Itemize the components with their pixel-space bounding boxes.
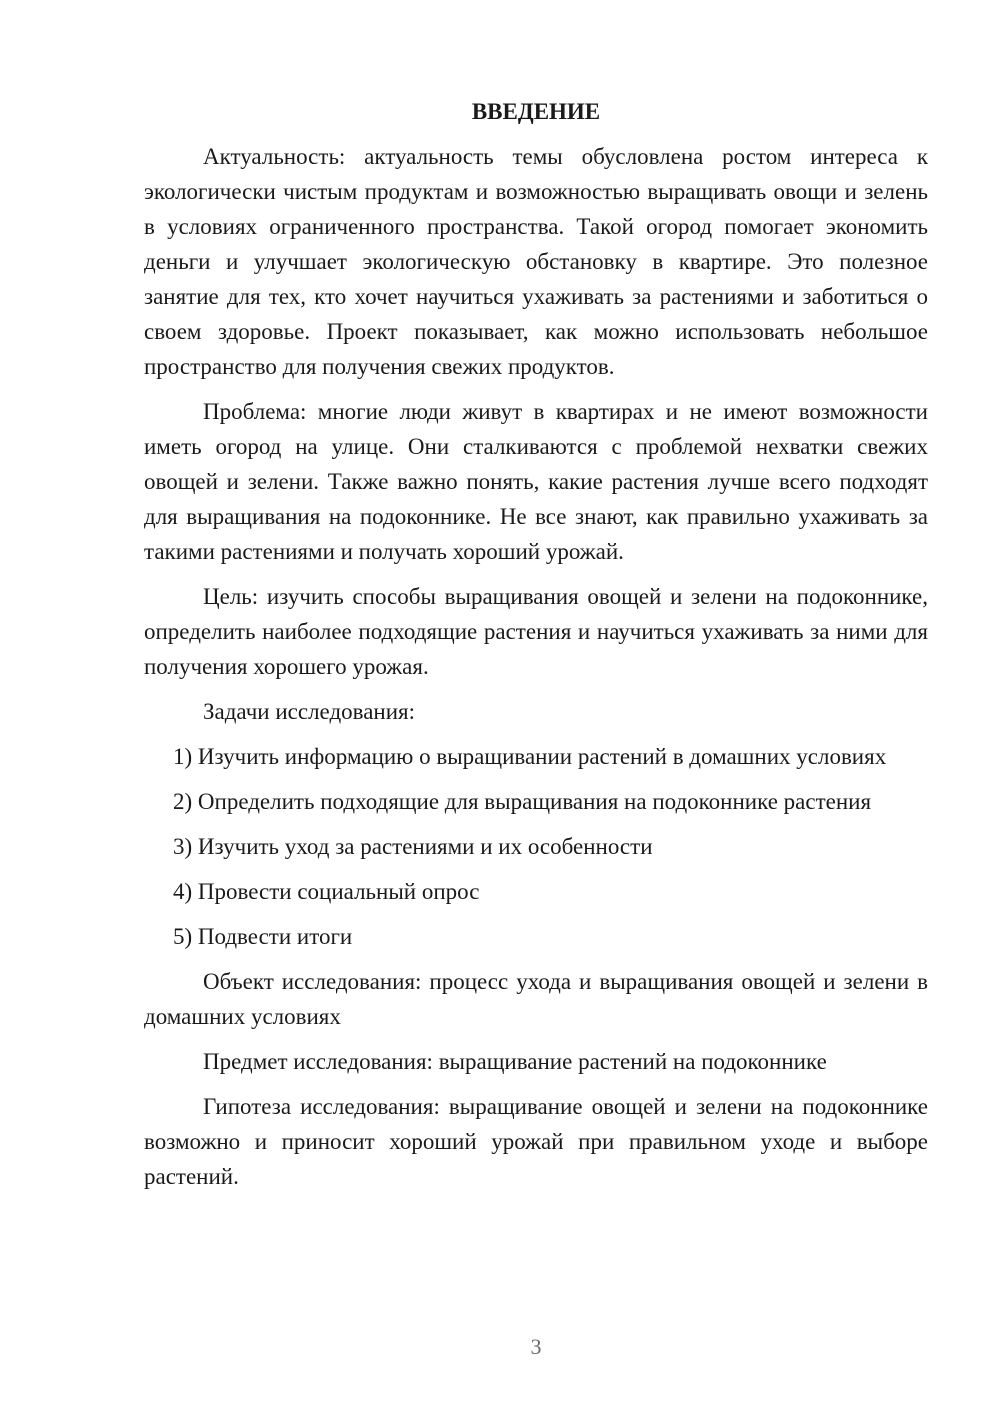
task-item: 3) Изучить уход за растениями и их особенности <box>173 834 653 859</box>
task-item: 1) Изучить информацию о выращивании растений в домашних условиях <box>173 744 887 769</box>
page-content <box>144 94 928 1204</box>
task-item: 5) Подвести итоги <box>173 924 353 949</box>
tasks-heading: Задачи исследования: <box>203 699 416 724</box>
section-title: ВВЕДЕНИЕ <box>471 99 601 124</box>
task-item: 4) Провести социальный опрос <box>173 879 480 904</box>
task-item: 2) Определить подходящие для выращивания на подоконнике растения <box>173 789 872 814</box>
page-number: 3 <box>530 1334 542 1359</box>
paragraph-goal: Цель: изучить способы выращивания овощей и зелени на подоконнике, определить наиболее подходящие растения и научиться ухаживать за ними для получения хорошего урожая. <box>144 584 928 679</box>
paragraph-problem: Проблема: многие люди живут в квартирах и не имеют возможности иметь огород на улице. Они сталкиваются с проблемой нехватки свежих овощей и зелени. Также важно понять, какие растения лучше всего подходят для выращивания на подоконнике. Не все знают, как правильно ухаживать за такими растениями и получать хороший урожай. <box>144 399 928 564</box>
paragraph-hypothesis: Гипотеза исследования: выращивание овощей и зелени на подоконнике возможно и приносит хороший урожай при правильном уходе и выборе растений. <box>144 1094 928 1189</box>
paragraph-subject: Предмет исследования: выращивание растений на подоконнике <box>203 1049 827 1074</box>
paragraph-relevance: Актуальность: актуальность темы обусловлена ростом интереса к экологически чистым продуктам и возможностью выращивать овощи и зелень в условиях ограниченного пространства. Такой огород помогает экономить деньги и улучшает экологическую обстановку в квартире. Это полезное занятие для тех, кто хочет научиться ухаживать за растениями и заботиться о своем здоровье. Проект показывает, как можно использовать небольшое пространство для получения свежих продуктов. <box>144 144 928 379</box>
paragraph-object: Объект исследования: процесс ухода и выращивания овощей и зелени в домашних условиях <box>144 969 928 1029</box>
